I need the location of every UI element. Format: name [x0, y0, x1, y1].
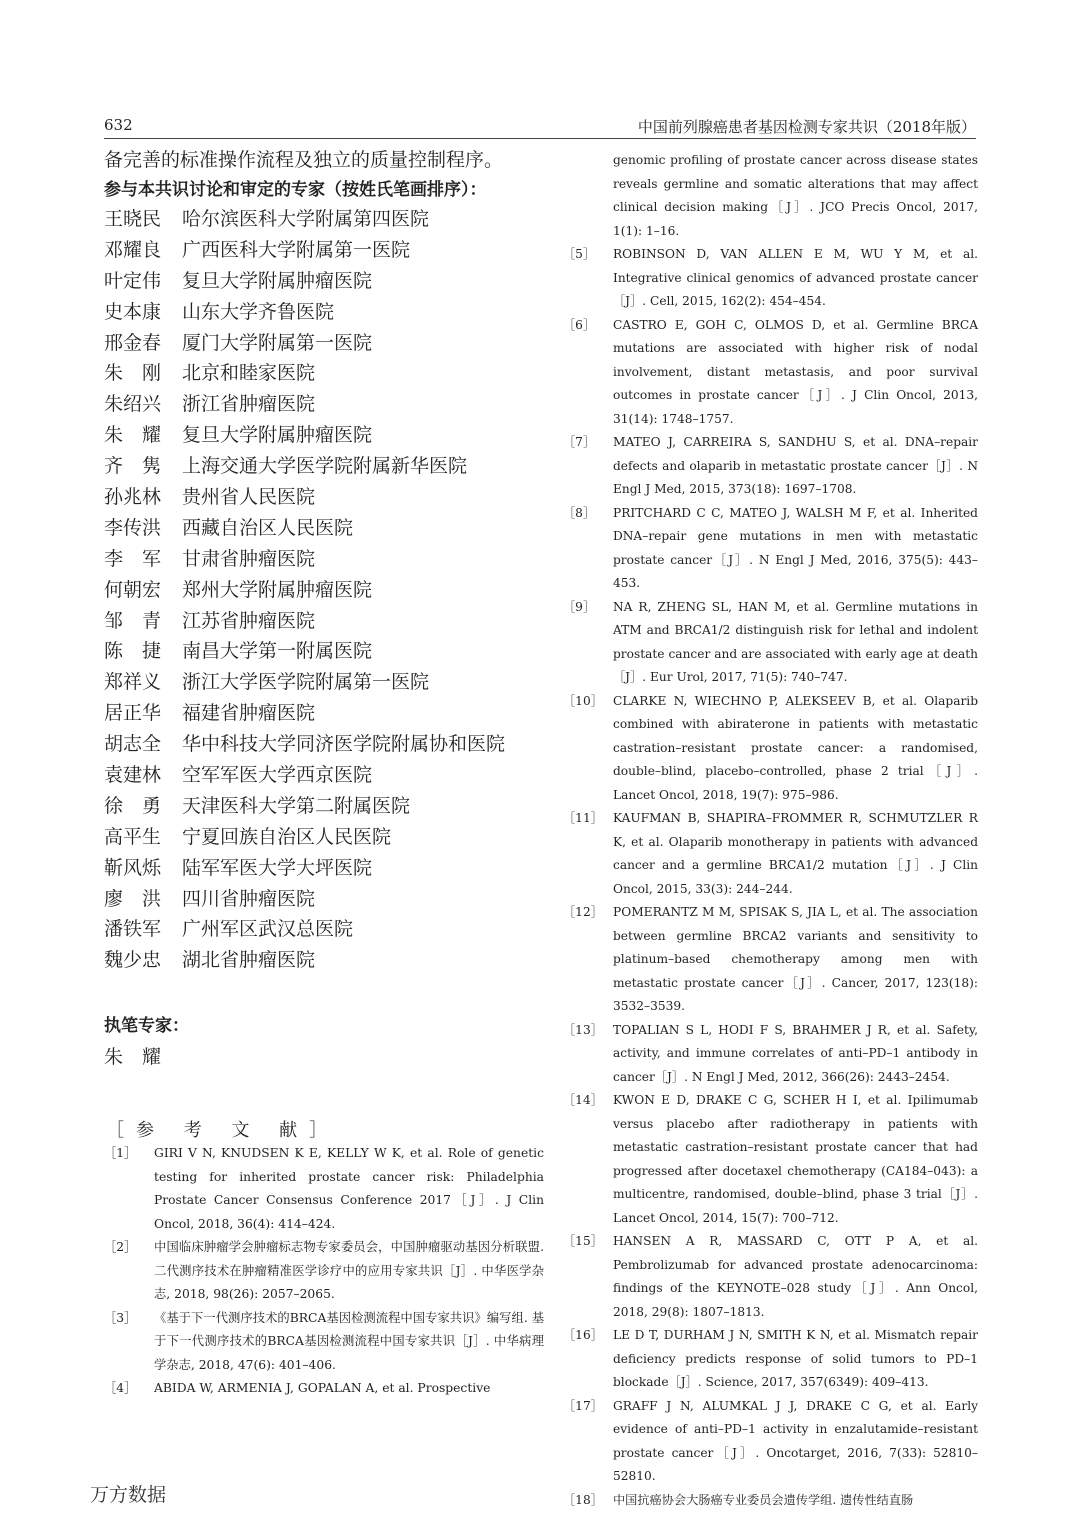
page-header — [0, 0, 1080, 140]
expert-row — [104, 667, 544, 698]
expert-row — [104, 297, 544, 328]
expert-row — [104, 698, 544, 729]
reference-item — [563, 1230, 978, 1324]
reference-item — [563, 502, 978, 596]
expert-row — [104, 451, 544, 482]
writer-name: 朱 耀 — [104, 1046, 162, 1069]
expert-institution: 四川省肿瘤医院 — [182, 887, 316, 910]
reference-text: PRITCHARD C C, MATEO J, WALSH M F, et al. Inherited DNA–repair gene mutations in men with metastatic prostate cancer［J］. N Engl J Med, 2016, 375(5): 443–453. — [613, 505, 978, 590]
reference-item — [563, 690, 978, 808]
reference-number: ［12］ — [563, 905, 603, 919]
reference-text: NA R, ZHENG SL, HAN M, et al. Germline mutations in ATM and BRCA1/2 distinguish risk for lethal and indolent prostate cancer and are associated with early age at death［J］. Eur Urol, 2017, 71(5): 740–747. — [613, 599, 978, 684]
reference-text: KAUFMAN B, SHAPIRA–FROMMER R, SCHMUTZLER R K, et al. Olaparib monotherapy in patients with advanced cancer and a germline BRCA1/2 mutation［J］. J Clin Oncol, 2015, 33(3): 244–244. — [613, 811, 978, 896]
expert-row — [104, 791, 544, 822]
expert-name: 邓耀良 — [104, 238, 162, 261]
expert-institution: 复旦大学附属肿瘤医院 — [182, 424, 373, 447]
expert-name: 郑祥义 — [104, 671, 162, 694]
expert-row — [104, 389, 544, 420]
reference-number: ［7］ — [563, 435, 596, 449]
reference-number: ［16］ — [563, 1328, 603, 1342]
expert-name: 胡志全 — [104, 733, 162, 756]
expert-institution: 陆军军医大学大坪医院 — [182, 856, 373, 879]
reference-number: ［9］ — [563, 599, 596, 614]
expert-row — [104, 853, 544, 884]
expert-name: 史本康 — [104, 300, 162, 323]
expert-institution: 广西医科大学附属第一医院 — [182, 238, 411, 261]
expert-row — [104, 636, 544, 667]
expert-row — [104, 914, 544, 945]
expert-institution: 复旦大学附属肿瘤医院 — [182, 269, 373, 292]
expert-institution: 山东大学齐鲁医院 — [182, 300, 335, 323]
expert-institution: 广州军区武汉总医院 — [182, 918, 354, 941]
reference-number: ［5］ — [563, 247, 596, 261]
reference-text: HANSEN A R, MASSARD C, OTT P A, et al. Pembrolizumab for advanced prostate adenocarcinoma: findings of the KEYNOTE–028 study［J］. Ann Oncol, 2018, 29(8): 1807–1813. — [613, 1234, 978, 1319]
expert-row — [104, 884, 544, 915]
reference-number: ［14］ — [563, 1093, 603, 1107]
expert-row — [104, 945, 544, 976]
reference-item — [563, 243, 978, 314]
expert-name: 潘铁军 — [104, 918, 162, 941]
expert-name: 齐 隽 — [104, 455, 162, 478]
reference-text: MATEO J, CARREIRA S, SANDHU S, et al. DNA–repair defects and olaparib in metastatic prostate cancer［J］. N Engl J Med, 2015, 373(18): 1697–1708. — [613, 435, 978, 496]
expert-name: 邢金春 — [104, 331, 162, 354]
expert-name: 高平生 — [104, 825, 162, 848]
reference-text: TOPALIAN S L, HODI F S, BRAHMER J R, et al. Safety, activity, and immune correlates of anti–PD–1 antibody in cancer［J］. N Engl J Med, 2012, 366(26): 2443–2454. — [613, 1022, 978, 1084]
expert-name: 朱 耀 — [104, 424, 162, 447]
reference-item — [563, 149, 978, 243]
expert-institution: 福建省肿瘤医院 — [182, 702, 316, 725]
expert-name: 廖 洪 — [104, 887, 162, 910]
expert-institution: 江苏省肿瘤医院 — [182, 609, 316, 632]
writer-heading: 执笔专家： — [104, 1016, 189, 1037]
reference-number: ［1］ — [104, 1146, 137, 1161]
reference-text: 中国临床肿瘤学会肿瘤标志物专家委员会，中国肿瘤驱动基因分析联盟. 二代测序技术在肿瘤精准医学诊疗中的应用专家共识［J］. 中华医学杂志, 2018, 98(26): 2057–2065. — [154, 1240, 544, 1302]
page-number: 632 — [104, 116, 133, 134]
reference-item — [563, 901, 978, 1019]
expert-institution: 哈尔滨医科大学附属第四医院 — [182, 208, 430, 230]
expert-row — [104, 544, 544, 575]
reference-number: ［6］ — [563, 317, 596, 332]
reference-item — [563, 1489, 978, 1513]
expert-name: 朱 刚 — [104, 362, 162, 385]
expert-name: 朱绍兴 — [104, 393, 162, 416]
expert-row — [104, 358, 544, 389]
expert-name: 居正华 — [104, 702, 162, 725]
expert-row — [104, 575, 544, 606]
reference-text: 中国抗癌协会大肠癌专业委员会遗传学组. 遗传性结直肠 — [613, 1492, 914, 1507]
expert-institution: 空军军医大学西京医院 — [182, 764, 373, 787]
reference-item — [104, 1236, 544, 1307]
reference-text: 《基于下一代测序技术的BRCA基因检测流程中国专家共识》编写组. 基于下一代测序技术的BRCA基因检测流程中国专家共识［J］. 中华病理学杂志, 2018, 47(6): 401–406. — [154, 1310, 544, 1372]
reference-item — [563, 431, 978, 502]
reference-text: genomic profiling of prostate cancer across disease states reveals germline and somatic alterations that may affect clinical decision making［J］. JCO Precis Oncol, 2017, 1(1): 1–16. — [613, 153, 978, 238]
expert-institution: 甘肃省肿瘤医院 — [182, 547, 316, 570]
expert-institution: 南昌大学第一附属医院 — [182, 640, 373, 663]
expert-name: 邹 青 — [104, 609, 162, 632]
running-title: 中国前列腺癌患者基因检测专家共识（2018年版） — [637, 118, 976, 136]
reference-number: ［3］ — [104, 1310, 137, 1325]
reference-number: ［17］ — [563, 1398, 603, 1413]
expert-row — [104, 420, 544, 451]
reference-text: POMERANTZ M M, SPISAK S, JIA L, et al. The association between germline BRCA2 variants and sensitivity to platinum–based chemotherapy among men with metastatic prostate cancer［J］. Cancer, 2017, 123(18): 3532–3539. — [613, 905, 978, 1013]
reference-number: ［4］ — [104, 1381, 137, 1396]
expert-institution: 浙江大学医学院附属第一医院 — [182, 671, 430, 694]
expert-institution: 浙江省肿瘤医院 — [182, 393, 316, 416]
reference-text: ABIDA W, ARMENIA J, GOPALAN A, et al. Prospective — [154, 1381, 491, 1396]
expert-institution: 西藏自治区人民医院 — [182, 516, 354, 539]
expert-institution: 华中科技大学同济医学院附属协和医院 — [182, 733, 506, 756]
expert-row — [104, 482, 544, 513]
reference-number — [563, 149, 613, 243]
reference-number: ［8］ — [563, 505, 596, 520]
reference-number: ［11］ — [563, 811, 603, 825]
continuation-text: 备完善的标准操作流程及独立的质量控制程序。 — [104, 149, 504, 171]
reference-number: ［15］ — [563, 1234, 603, 1248]
expert-name: 李传洪 — [104, 516, 162, 539]
footer-watermark: 万方数据 — [90, 1484, 167, 1506]
reference-number: ［18］ — [563, 1492, 603, 1507]
expert-institution: 贵州省人民医院 — [182, 486, 316, 509]
references-heading: ［参 考 文 献］ — [106, 1120, 340, 1142]
expert-row — [104, 266, 544, 297]
reference-number: ［2］ — [104, 1240, 137, 1255]
expert-row — [104, 760, 544, 791]
reference-text: LE D T, DURHAM J N, SMITH K N, et al. Mismatch repair deficiency predicts response of solid tumors to PD–1 blockade［J］. Science, 2017, 357(6349): 409–413. — [613, 1328, 978, 1389]
expert-institution: 郑州大学附属肿瘤医院 — [182, 578, 373, 601]
reference-text: CLARKE N, WIECHNO P, ALEKSEEV B, et al. Olaparib combined with abiraterone in patients with metastatic castration–resistant prostate cancer: a randomised, double–blind, placebo–controlled, phase 2 trial［J］. Lancet Oncol, 2018, 19(7): 975–986. — [613, 693, 978, 802]
experts-list — [104, 204, 544, 976]
left-column — [104, 146, 544, 1401]
references-list-right — [563, 149, 978, 1512]
header-rule — [104, 138, 976, 139]
reference-number: ［10］ — [563, 693, 603, 708]
experts-heading: 参与本共识讨论和审定的专家（按姓氏笔画排序）： — [104, 180, 487, 200]
reference-item — [563, 314, 978, 432]
expert-row — [104, 729, 544, 760]
expert-row — [104, 328, 544, 359]
reference-item — [563, 1019, 978, 1090]
expert-name: 何朝宏 — [104, 578, 162, 601]
reference-item — [563, 1324, 978, 1395]
reference-number: ［13］ — [563, 1022, 603, 1037]
expert-name: 李 军 — [104, 547, 162, 570]
expert-row — [104, 235, 544, 266]
reference-text: GRAFF J N, ALUMKAL J J, DRAKE C G, et al. Early evidence of anti–PD–1 activity in enzalutamide–resistant prostate cancer［J］. Oncotarget, 2016, 7(33): 52810–52810. — [613, 1398, 978, 1483]
expert-name: 袁建林 — [104, 764, 162, 787]
reference-text: ROBINSON D, VAN ALLEN E M, WU Y M, et al. Integrative clinical genomics of advanced prostate cancer［J］. Cell, 2015, 162(2): 454–454. — [613, 247, 978, 308]
expert-name: 王晓民 — [104, 208, 162, 230]
expert-name: 靳风烁 — [104, 856, 162, 879]
reference-item — [104, 1377, 544, 1401]
reference-item — [563, 807, 978, 901]
reference-item — [563, 1089, 978, 1230]
expert-institution: 上海交通大学医学院附属新华医院 — [182, 455, 468, 478]
right-column — [563, 149, 978, 1512]
expert-institution: 湖北省肿瘤医院 — [182, 949, 316, 972]
expert-row — [104, 513, 544, 544]
references-list-left — [104, 1142, 544, 1401]
reference-item — [104, 1142, 544, 1236]
reference-text: GIRI V N, KNUDSEN K E, KELLY W K, et al. Role of genetic testing for inherited prostate cancer risk: Philadelphia Prostate Cancer Consensus Conference 2017［J］. J Clin Oncol, 2018, 36(4): 414–424. — [154, 1146, 544, 1231]
reference-item — [104, 1307, 544, 1378]
expert-row — [104, 204, 544, 235]
expert-name: 魏少忠 — [104, 949, 162, 972]
expert-institution: 宁夏回族自治区人民医院 — [182, 825, 392, 848]
reference-item — [563, 1395, 978, 1489]
expert-name: 陈 捷 — [104, 640, 162, 663]
reference-text: KWON E D, DRAKE C G, SCHER H I, et al. Ipilimumab versus placebo after radiotherapy in patients with metastatic castration–resistant prostate cancer that had progressed after docetaxel chemotherapy (CA184–043): a multicentre, randomised, double–blind, phase 3 trial［J］. Lancet Oncol, 2014, 15(7): 700–712. — [613, 1093, 978, 1225]
reference-text: CASTRO E, GOH C, OLMOS D, et al. Germline BRCA mutations are associated with higher risk of nodal involvement, distant metastasis, and poor survival outcomes in prostate cancer［J］. J Clin Oncol, 2013, 31(14): 1748–1757. — [613, 317, 978, 426]
expert-name: 叶定伟 — [104, 269, 162, 292]
expert-name: 徐 勇 — [104, 794, 162, 817]
expert-row — [104, 822, 544, 853]
expert-row — [104, 606, 544, 637]
expert-institution: 天津医科大学第二附属医院 — [182, 794, 411, 817]
expert-institution: 北京和睦家医院 — [182, 362, 316, 385]
expert-name: 孙兆林 — [104, 486, 162, 509]
expert-institution: 厦门大学附属第一医院 — [182, 331, 373, 354]
reference-item — [563, 596, 978, 690]
